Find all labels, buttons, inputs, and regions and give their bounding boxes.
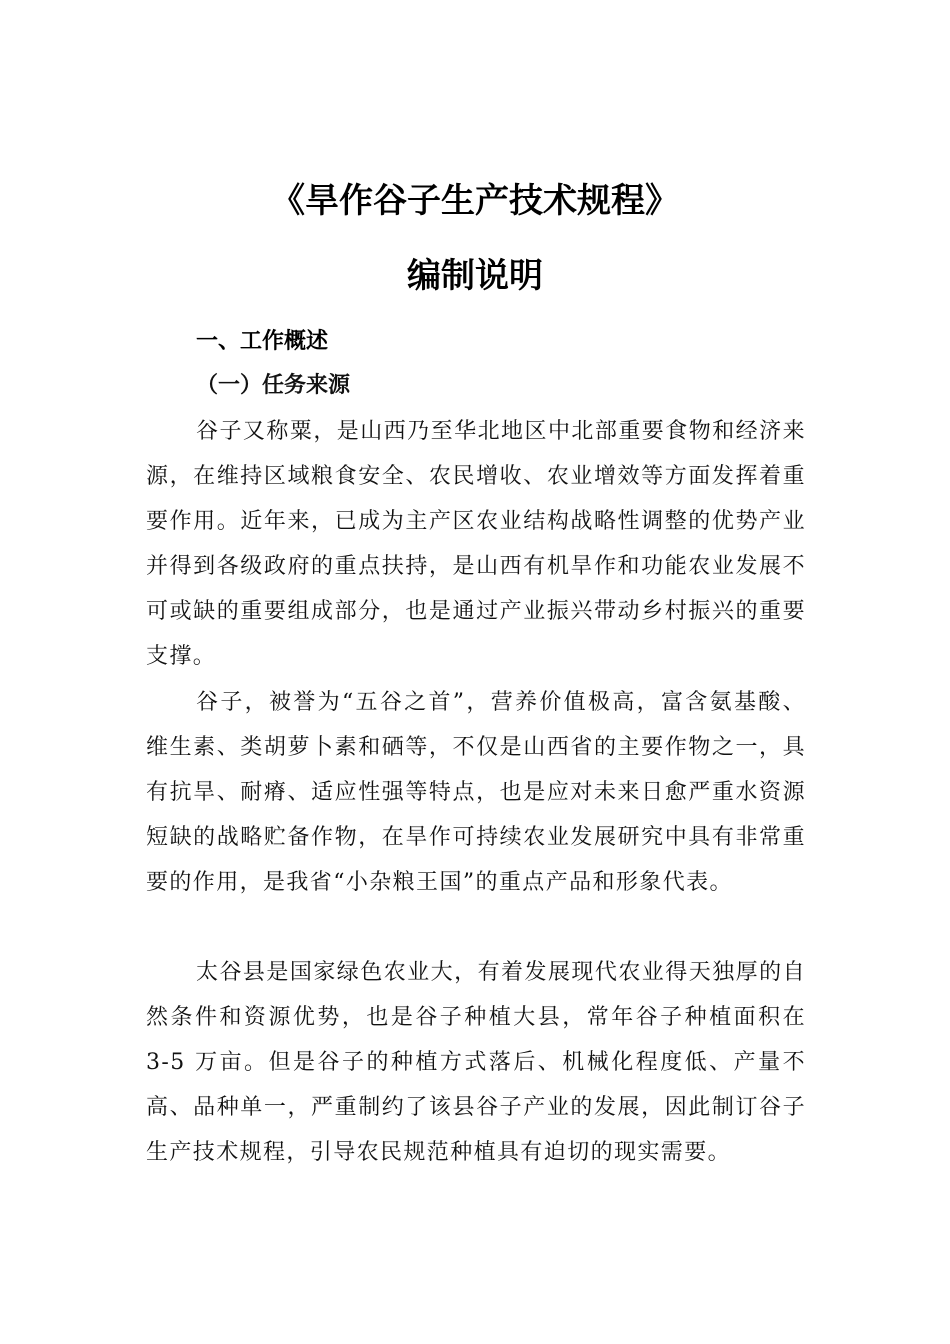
document-subtitle: 编制说明 (407, 256, 543, 296)
paragraph: 太谷县是国家绿色农业大，有着发展现代农业得天独厚的自然条件和资源优势，也是谷子种植大县，常年谷子种植面积在 3-5 万亩。但是谷子的种植方式落后、机械化程度低、产量不高、品种单一，严重制约了该县谷子产业的发展，因此制订谷子生产技术规程，引导农民规范种植具有迫切的现实需要。 (146, 960, 806, 1165)
document-title: 《旱作谷子生产技术规程》 (271, 181, 679, 221)
section-heading: 一、工作概述 (196, 329, 329, 354)
subsection-heading: （一）任务来源 (196, 372, 351, 398)
paragraph: 谷子，被誉为“五谷之首”，营养价值极高，富含氨基酸、维生素、类胡萝卜素和硒等，不仅是山西省的主要作物之一，具有抗旱、耐瘠、适应性强等特点，也是应对未来日愈严重水资源短缺的战略贮备作物，在旱作可持续农业发展研究中具有非常重要的作用，是我省“小杂粮王国”的重点产品和形象代表。 (146, 690, 806, 895)
paragraph: 谷子又称粟，是山西乃至华北地区中北部重要食物和经济来源，在维持区域粮食安全、农民增收、农业增效等方面发挥着重要作用。近年来，已成为主产区农业结构战略性调整的优势产业并得到各级政府的重点扶持，是山西有机旱作和功能农业发展不可或缺的重要组成部分，也是通过产业振兴带动乡村振兴的重要支撑。 (146, 419, 806, 669)
